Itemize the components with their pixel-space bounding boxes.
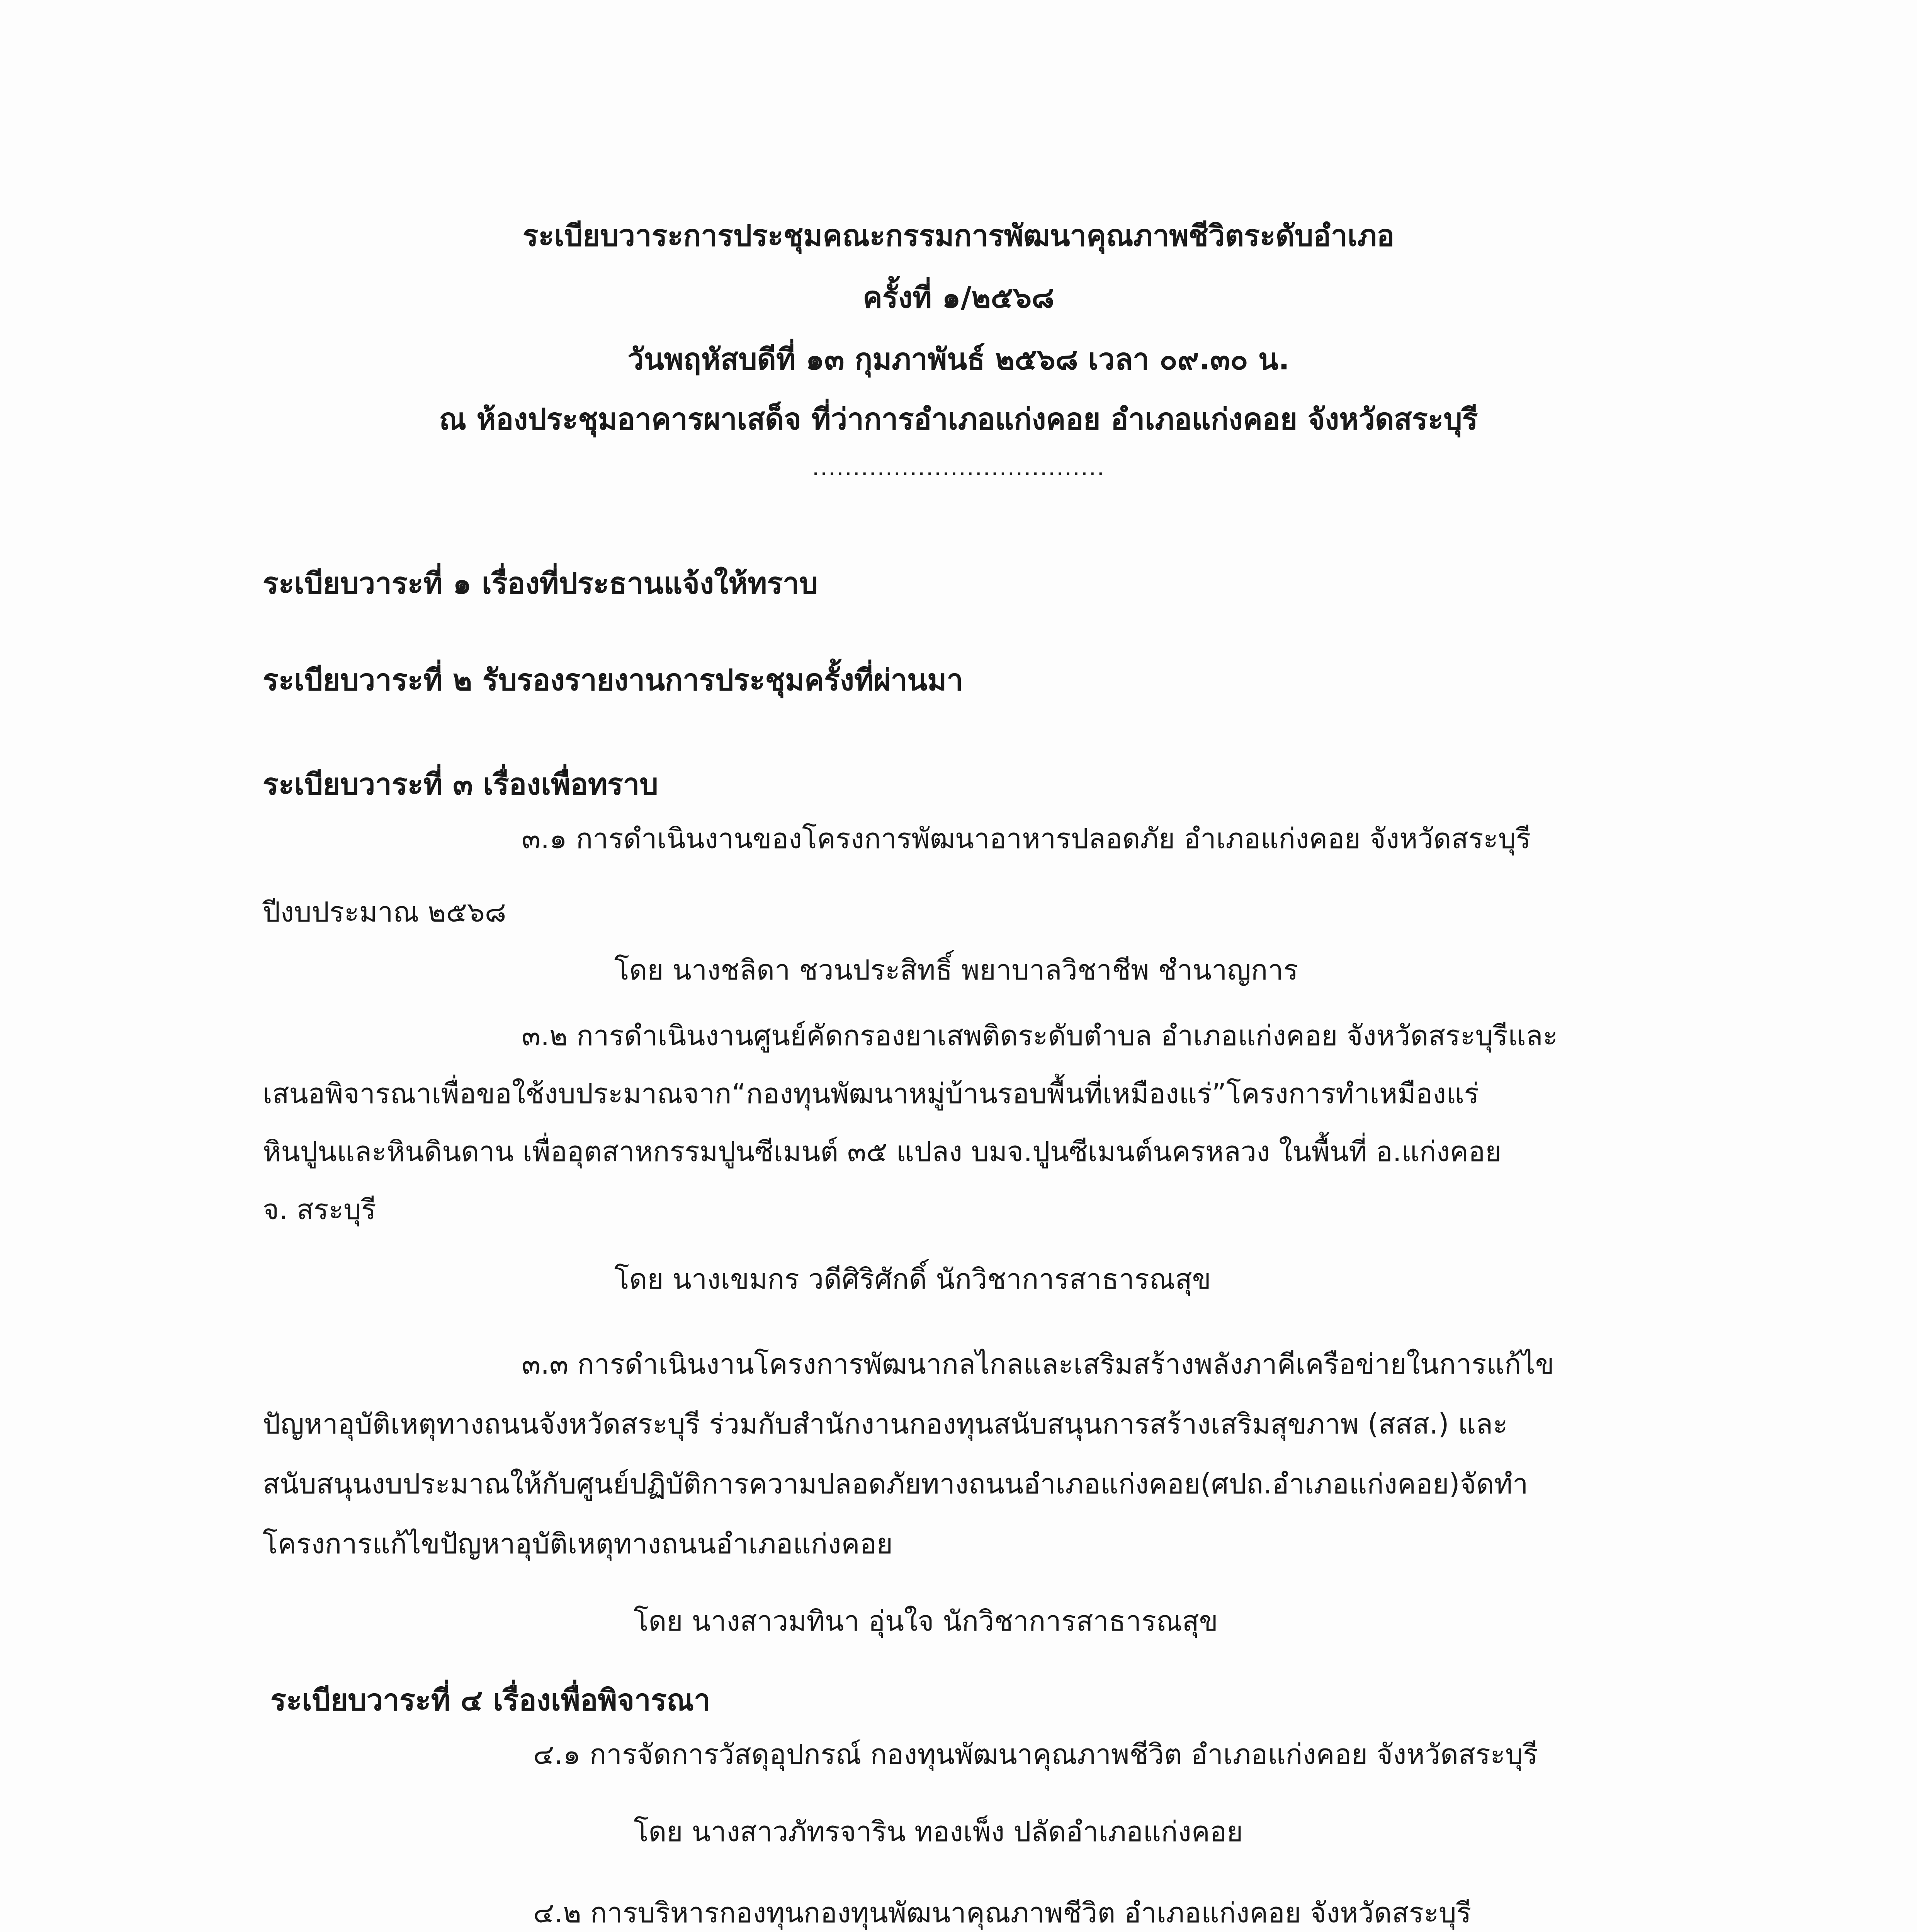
- agenda-4-2-line-1: ๔.๒ การบริหารกองทุนกองทุนพัฒนาคุณภาพชีวิต อำเภอแก่งคอย จังหวัดสระบุรี: [533, 1896, 1472, 1929]
- agenda-3-2-line-2: เสนอพิจารณาเพื่อขอใช้งบประมาณจาก“กองทุนพัฒนาหมู่บ้านรอบพื้นที่เหมืองแร่”โครงการทำเหมืองแร่: [263, 1077, 1479, 1110]
- agenda-3-3-line-2: ปัญหาอุบัติเหตุทางถนนจังหวัดสระบุรี ร่วมกับสำนักงานกองทุนสนับสนุนการสร้างเสริมสุขภาพ (สสส.) และ: [263, 1408, 1508, 1440]
- agenda-3-3-presenter: โดย นางสาวมทินา อุ่นใจ นักวิชาการสาธารณสุข: [634, 1605, 1218, 1637]
- session-number: ครั้งที่ ๑/๒๕๖๘: [863, 280, 1054, 315]
- agenda-4-1-presenter: โดย นางสาวภัทรจาริน ทองเพ็ง ปลัดอำเภอแก่งคอย: [634, 1815, 1243, 1848]
- agenda-4-1-line-1: ๔.๑ การจัดการวัสดุอุปกรณ์ กองทุนพัฒนาคุณภาพชีวิต อำเภอแก่งคอย จังหวัดสระบุรี: [533, 1738, 1538, 1770]
- agenda-3-1-presenter: โดย นางชลิดา ชวนประสิทธิ์ พยาบาลวิชาชีพ ชำนาญการ: [614, 954, 1298, 986]
- meeting-venue: ณ ห้องประชุมอาคารผาเสด็จ ที่ว่าการอำเภอแก่งคอย อำเภอแก่งคอย จังหวัดสระบุรี: [439, 402, 1478, 436]
- agenda-3-2-line-1: ๓.๒ การดำเนินงานศูนย์คัดกรองยาเสพติดระดับตำบล อำเภอแก่งคอย จังหวัดสระบุรีและ: [522, 1019, 1558, 1052]
- agenda-item-3-title: ระเบียบวาระที่ ๓ เรื่องเพื่อทราบ: [263, 767, 658, 801]
- agenda-3-3-line-4: โครงการแก้ไขปัญหาอุบัติเหตุทางถนนอำเภอแก่งคอย: [263, 1527, 893, 1560]
- agenda-3-2-line-4: จ. สระบุรี: [263, 1193, 376, 1226]
- agenda-3-2-presenter: โดย นางเขมกร วดีศิริศักดิ์ นักวิชาการสาธารณสุข: [614, 1263, 1211, 1295]
- header-divider: ....................................: [812, 454, 1105, 481]
- agenda-3-1-line-1: ๓.๑ การดำเนินงานของโครงการพัฒนาอาหารปลอดภัย อำเภอแก่งคอย จังหวัดสระบุรี: [522, 822, 1531, 855]
- agenda-item-2-title: ระเบียบวาระที่ ๒ รับรองรายงานการประชุมครั้งที่ผ่านมา: [263, 663, 964, 697]
- agenda-3-2-line-3: หินปูนและหินดินดาน เพื่ออุตสาหกรรมปูนซีเมนต์ ๓๕ แปลง บมจ.ปูนซีเมนต์นครหลวง ในพื้นที่ อ.แก่งคอย: [263, 1135, 1502, 1168]
- agenda-3-1-line-2: ปีงบประมาณ ๒๕๖๘: [263, 896, 506, 928]
- document-title: ระเบียบวาระการประชุมคณะกรรมการพัฒนาคุณภาพชีวิตระดับอำเภอ: [522, 218, 1395, 253]
- meeting-datetime: วันพฤหัสบดีที่ ๑๓ กุมภาพันธ์ ๒๕๖๘ เวลา ๐๙.๓๐ น.: [627, 342, 1290, 376]
- agenda-item-4-title: ระเบียบวาระที่ ๔ เรื่องเพื่อพิจารณา: [270, 1683, 710, 1717]
- agenda-item-1-title: ระเบียบวาระที่ ๑ เรื่องที่ประธานแจ้งให้ทราบ: [263, 566, 818, 600]
- agenda-3-3-line-3: สนับสนุนงบประมาณให้กับศูนย์ปฏิบัติการความปลอดภัยทางถนนอำเภอแก่งคอย(ศปถ.อำเภอแก่งคอย)จัดทำ: [263, 1468, 1528, 1500]
- agenda-3-3-line-1: ๓.๓ การดำเนินงานโครงการพัฒนากลไกลและเสริมสร้างพลังภาคีเครือข่ายในการแก้ไข: [522, 1348, 1554, 1380]
